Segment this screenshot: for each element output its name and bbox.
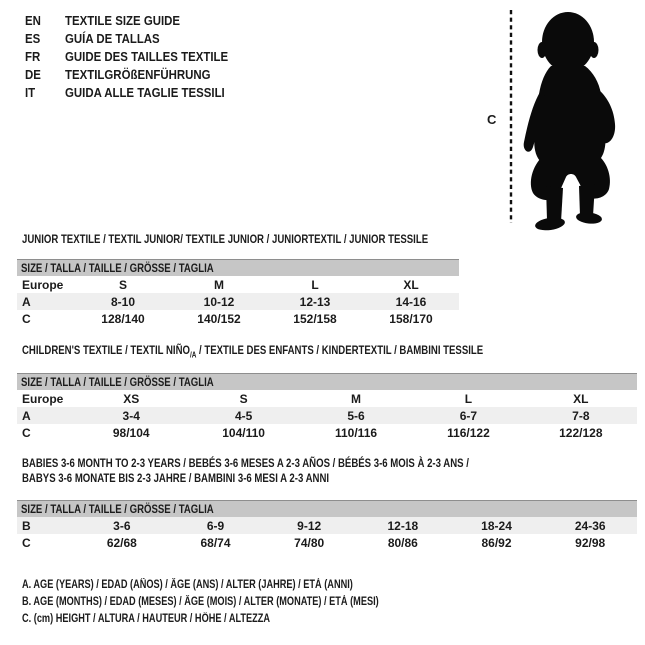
region-size-row	[17, 276, 459, 293]
value-cell: 4-5	[234, 408, 253, 423]
height-measure-label: C	[487, 112, 497, 127]
footnote-b: B. AGE (MONTHS) / EDAD (MESES) / ÂGE (MOIS) / ALTER (MONATE) / ETÀ (MESI)	[22, 596, 379, 608]
value-cell: 92/98	[575, 535, 606, 550]
language-row-es	[25, 30, 250, 48]
value-cell: 86/92	[481, 535, 512, 550]
row-label: C	[22, 311, 31, 326]
lang-label-en: TEXTILE SIZE GUIDE	[65, 13, 181, 28]
size-cell: S	[118, 277, 127, 292]
table-row-height	[17, 424, 637, 441]
value-cell: 152/158	[293, 311, 337, 326]
size-cell: L	[311, 277, 319, 292]
table-row-height	[17, 534, 637, 551]
footnote-a: A. AGE (YEARS) / EDAD (AÑOS) / ÂGE (ANS) / ALTER (JAHRE) / ETÀ (ANNI)	[22, 579, 353, 591]
value-cell: 98/104	[112, 425, 150, 440]
lang-code-fr: FR	[25, 49, 41, 64]
language-row-fr	[25, 48, 250, 66]
table-row-age-months	[17, 517, 637, 534]
footnote-c: C. (cm) HEIGHT / ALTURA / HAUTEUR / HÖHE / ALTEZZA	[22, 613, 271, 625]
row-label: C	[22, 425, 31, 440]
size-cell: M	[351, 391, 362, 406]
value-cell: 24-36	[574, 518, 606, 533]
value-cell: 12-18	[387, 518, 419, 533]
value-cell: 6-9	[206, 518, 225, 533]
size-cell: XL	[573, 391, 589, 406]
nino-a-subscript: /A	[189, 350, 197, 360]
value-cell: 80/86	[387, 535, 418, 550]
value-cell: 14-16	[395, 294, 427, 309]
size-cell: S	[239, 391, 248, 406]
lang-code-en: EN	[25, 13, 41, 28]
row-label: A	[22, 408, 31, 423]
value-cell: 62/68	[106, 535, 137, 550]
babies-size-table	[17, 500, 637, 551]
value-cell: 6-7	[459, 408, 478, 423]
size-cell: M	[214, 277, 224, 292]
value-cell: 9-12	[297, 518, 322, 533]
lang-code-es: ES	[25, 31, 41, 46]
row-label: A	[22, 294, 31, 309]
table-row-age	[17, 407, 637, 424]
value-cell: 10-12	[203, 294, 235, 309]
baby-silhouette-icon	[503, 6, 618, 231]
value-cell: 104/110	[222, 425, 265, 440]
value-cell: 74/80	[294, 535, 325, 550]
children-section-title: CHILDREN'S TEXTILE / TEXTIL $NIÑO_{/A}$ / TEXTILE DES ENFANTS / KINDERTEXTIL / BAMBINI TESSILE	[22, 343, 484, 360]
region-label: Europe	[22, 277, 64, 292]
table-row-height	[17, 310, 459, 327]
size-header-band: SIZE / TALLA / TAILLE / GRÖSSE / TAGLIA	[17, 373, 637, 390]
language-row-it	[25, 84, 250, 102]
value-cell: 158/170	[389, 311, 433, 326]
value-cell: 5-6	[347, 408, 365, 423]
size-cell: XL	[403, 277, 419, 292]
region-label: Europe	[22, 391, 64, 406]
junior-section-title: JUNIOR TEXTILE / TEXTIL JUNIOR/ TEXTILE JUNIOR / JUNIORTEXTIL / JUNIOR TESSILE	[22, 232, 429, 246]
value-cell: 122/128	[559, 425, 603, 440]
value-cell: 110/116	[334, 425, 378, 440]
legend-footnotes	[22, 577, 468, 628]
value-cell: 7-8	[572, 408, 590, 423]
baby-silhouette-figure	[503, 6, 618, 231]
size-header-band: SIZE / TALLA / TAILLE / GRÖSSE / TAGLIA	[17, 259, 459, 276]
lang-code-de: DE	[25, 67, 41, 82]
children-size-table	[17, 373, 637, 441]
value-cell: 12-13	[299, 294, 331, 309]
value-cell: 140/152	[197, 311, 241, 326]
language-row-de	[25, 66, 250, 84]
region-size-row	[17, 390, 637, 407]
lang-code-it: IT	[25, 85, 36, 100]
lang-label-it: GUIDA ALLE TAGLIE TESSILI	[65, 85, 225, 100]
value-cell: 116/122	[447, 425, 490, 440]
row-label: B	[22, 518, 31, 533]
value-cell: 3-4	[122, 408, 140, 423]
table-row-age	[17, 293, 459, 310]
value-cell: 68/74	[200, 535, 231, 550]
value-cell: 128/140	[101, 311, 145, 326]
lang-label-de: TEXTILGRÖßENFÜHRUNG	[65, 67, 211, 82]
baby-silhouette-shape	[524, 12, 615, 231]
row-label: C	[22, 535, 31, 550]
size-cell: XS	[123, 391, 140, 406]
language-row-en	[25, 12, 250, 30]
value-cell: 18-24	[481, 518, 512, 533]
lang-label-es: GUÍA DE TALLAS	[65, 31, 160, 46]
language-title-list	[25, 12, 250, 102]
junior-size-table	[17, 259, 459, 327]
babies-section-title: BABIES 3-6 MONTH TO 2-3 YEARS / BEBÉS 3-6 MESES A 2-3 AÑOS / BÉBÉS 3-6 MOIS À 2-3 ANS / BABYS 3-6 MONATE BIS 2-3 JAHRE / BAMBINI 3-6 MESI A 2-3 ANNI	[22, 456, 469, 485]
lang-label-fr: GUIDE DES TAILLES TEXTILE	[65, 49, 229, 64]
size-header-band: SIZE / TALLA / TAILLE / GRÖSSE / TAGLIA	[17, 500, 637, 517]
value-cell: 8-10	[110, 294, 136, 309]
value-cell: 3-6	[113, 518, 131, 533]
size-cell: L	[464, 391, 473, 406]
